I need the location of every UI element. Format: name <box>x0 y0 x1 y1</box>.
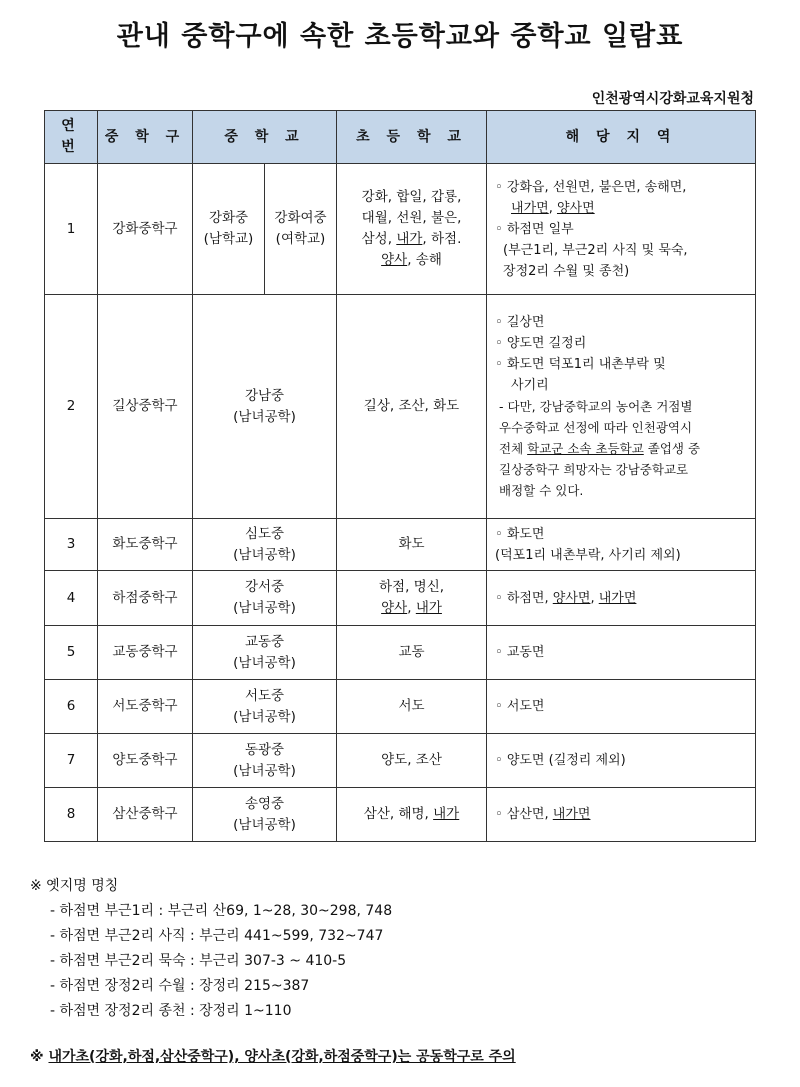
row-district: 화도중학구 <box>98 519 193 571</box>
elem-line: 대월, 선원, 불은, <box>361 210 462 226</box>
row-no: 8 <box>45 788 98 842</box>
row-area: ◦ 서도면 <box>487 680 756 734</box>
header-middle-school: 중 학 교 <box>193 111 337 164</box>
school-type: (남녀공학) <box>233 654 296 671</box>
row-elementary <box>337 164 487 295</box>
row-area: ◦ 삼산면, 내가면 <box>487 788 756 842</box>
school-name: 동광중 <box>244 741 285 758</box>
row-no: 5 <box>45 626 98 680</box>
area-line: (부근1리, 부근2리 사직 및 묵숙, <box>503 242 688 258</box>
area-line: ◦ 양도면 길정리 <box>495 336 587 351</box>
row-district: 강화중학구 <box>98 164 193 295</box>
row-school <box>193 295 337 519</box>
area-line: ◦ 강화읍, 선원면, 불은면, 송해면, <box>495 179 687 195</box>
area-line: 사기리 <box>511 378 549 393</box>
table-row <box>45 680 756 734</box>
row-school-b <box>265 164 337 295</box>
row-area <box>487 164 756 295</box>
row-elementary: 교동 <box>337 626 487 680</box>
row-school <box>193 734 337 788</box>
school-type: (남녀공학) <box>233 816 296 833</box>
note-line: 우수중학교 선정에 따라 인천광역시 <box>499 420 693 435</box>
organization-name: 인천광역시강화교육지원청 <box>591 91 754 107</box>
school-name: 심도중 <box>244 525 285 542</box>
school-name: 교동중 <box>244 633 285 650</box>
shared-district-caution <box>30 1046 516 1066</box>
table-row <box>45 626 756 680</box>
note-line: 전체 학교군 소속 초등학교 졸업생 중 <box>499 441 701 456</box>
area-line: ◦ 길상면 <box>495 315 545 330</box>
row-school <box>193 571 337 626</box>
row-no: 7 <box>45 734 98 788</box>
notes-line: - 하점면 장정2리 수월 : 장정리 215~387 <box>50 978 310 994</box>
header-elementary: 초 등 학 교 <box>337 111 487 164</box>
school-name: 강화여중 <box>274 210 327 226</box>
caution-mark: ※ <box>30 1049 49 1065</box>
table-row <box>45 788 756 842</box>
row-district: 양도중학구 <box>98 734 193 788</box>
table-row <box>45 164 756 295</box>
row-school-a <box>193 164 265 295</box>
row-district: 길상중학구 <box>98 295 193 519</box>
notes-heading: ※ 옛지명 명칭 <box>30 878 119 894</box>
row-elementary: 길상, 조산, 화도 <box>337 295 487 519</box>
header-area: 해 당 지 역 <box>487 111 756 164</box>
row-school <box>193 519 337 571</box>
row-elementary: 서도 <box>337 680 487 734</box>
school-type: (여학교) <box>275 231 326 247</box>
school-name: 강남중 <box>244 387 285 404</box>
row-elementary: 화도 <box>337 519 487 571</box>
elem-line: 강화, 합일, 갑룡, <box>361 189 462 205</box>
note-line: - 다만, 강남중학교의 농어촌 거점별 <box>499 399 693 414</box>
area-line: ◦ 화도면 덕포1리 내촌부락 및 <box>495 357 666 372</box>
area-line: 내가면, 양사면 <box>511 200 595 216</box>
table-row <box>45 571 756 626</box>
row-area: ◦ 양도면 (길정리 제외) <box>487 734 756 788</box>
notes-line: - 하점면 부근2리 사직 : 부근리 441~599, 732~747 <box>50 928 384 944</box>
page-title: 관내 중학구에 속한 초등학교와 중학교 일람표 <box>116 21 684 52</box>
notes-line: - 하점면 부근2리 묵숙 : 부근리 307-3 ~ 410-5 <box>50 953 347 969</box>
row-area: ◦ 교동면 <box>487 626 756 680</box>
area-line: 장정2리 수월 및 종천) <box>503 263 630 279</box>
caution-text: 내가초(강화,하점,삼산중학구), 양사초(강화,하점중학구)는 공동학구로 주의 <box>48 1049 516 1065</box>
school-name: 강서중 <box>244 579 285 595</box>
table-row <box>45 519 756 571</box>
header-district: 중 학 구 <box>98 111 193 164</box>
note-line: 배정할 수 있다. <box>499 483 584 498</box>
area-line: ◦ 하점면, 양사면, 내가면 <box>495 590 637 606</box>
school-type: (남녀공학) <box>233 408 296 425</box>
header-no: 연 번 <box>45 111 98 164</box>
row-elementary: 삼산, 해명, 내가 <box>337 788 487 842</box>
table-row <box>45 734 756 788</box>
notes-line: - 하점면 부근1리 : 부근리 산69, 1~28, 30~298, 748 <box>50 903 393 919</box>
school-type: (남학교) <box>203 231 254 247</box>
school-name: 송영중 <box>244 795 285 812</box>
row-no: 1 <box>45 164 98 295</box>
note-line: 길상중학구 희망자는 강남중학교로 <box>499 462 689 477</box>
elem-line: 양사, 송해 <box>381 252 442 268</box>
school-district-table <box>44 110 756 842</box>
area-line: ◦ 하점면 일부 <box>495 221 574 237</box>
elem-line: 삼성, 내가, 하점. <box>361 231 462 247</box>
row-school <box>193 788 337 842</box>
row-district: 삼산중학구 <box>98 788 193 842</box>
row-school <box>193 626 337 680</box>
row-district: 교동중학구 <box>98 626 193 680</box>
row-area <box>487 571 756 626</box>
notes-line: - 하점면 장정2리 종천 : 장정리 1~110 <box>50 1003 292 1019</box>
school-type: (남녀공학) <box>233 708 296 725</box>
row-elementary <box>337 571 487 626</box>
school-name: 서도중 <box>244 687 285 704</box>
table-row <box>45 295 756 519</box>
row-no: 4 <box>45 571 98 626</box>
school-type: (남녀공학) <box>233 762 296 779</box>
table-header-row <box>45 111 756 164</box>
elem-line: 하점, 명신, <box>378 579 445 595</box>
row-area <box>487 295 756 519</box>
old-place-names-notes <box>30 874 392 1024</box>
area-line: (덕포1리 내촌부락, 사기리 제외) <box>495 547 681 563</box>
school-type: (남녀공학) <box>233 546 296 563</box>
row-elementary: 양도, 조산 <box>337 734 487 788</box>
area-line: ◦ 화도면 <box>495 526 545 542</box>
row-school <box>193 680 337 734</box>
row-district: 하점중학구 <box>98 571 193 626</box>
row-district: 서도중학구 <box>98 680 193 734</box>
elem-line: 양사, 내가 <box>381 600 442 616</box>
row-no: 2 <box>45 295 98 519</box>
row-no: 6 <box>45 680 98 734</box>
row-no: 3 <box>45 519 98 571</box>
school-name: 강화중 <box>208 210 249 226</box>
school-type: (남녀공학) <box>233 600 296 616</box>
row-area <box>487 519 756 571</box>
